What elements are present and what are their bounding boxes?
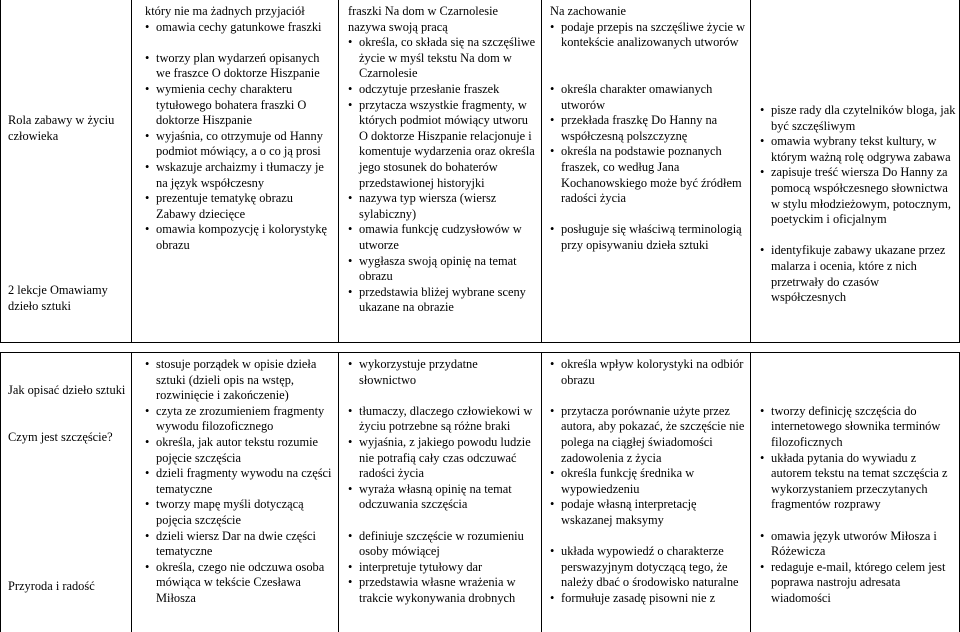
bullet-item: • stosuje porządek w opisie dzieła sztuki (dzieli opis na wstęp, rozwinięcie i zakończenie) xyxy=(145,357,333,404)
bullet-item: • tworzy definicję szczęścia do internetowego słownika terminów filozoficznych xyxy=(760,404,956,451)
bullet-item: • podaje przepis na szczęśliwe życie w kontekście analizowanych utworów xyxy=(550,20,746,51)
lesson-topic-szczescie: Czym jest szczęście? xyxy=(8,430,113,445)
bullet-item: • układa wypowiedź o charakterze perswazyjnym dotyczącą tego, że należy dbać o środowisko naturalne xyxy=(550,544,746,591)
spacer xyxy=(550,529,746,545)
column-divider-2 xyxy=(338,0,339,632)
bullet-item: • przedstawia bliżej wybrane sceny ukazane na obrazie xyxy=(348,285,536,316)
bullet-item: • przedstawia własne wrażenia w trakcie wykonywania drobnych xyxy=(348,575,536,606)
bullet-item: • omawia język utworów Miłosza i Różewicza xyxy=(760,529,956,560)
bullet-item: • przytacza porównanie użyte przez autora, aby pokazać, że szczęście nie polega na ciągłej świadomości zadowolenia z życia xyxy=(550,404,746,466)
bullet-item: • przytacza wszystkie fragmenty, w których podmiot mówiący utworu O doktorze Hiszpanie relacjonuje i komentuje wydarzenia oraz określa jego stosunek do bohaterów przedstawionej historyjki xyxy=(348,98,536,192)
bullet-item: • omawia cechy gatunkowe fraszki xyxy=(145,20,333,36)
row2-col1-cell xyxy=(145,357,333,607)
bullet-item: • omawia wybrany tekst kultury, w którym ważną rolę odgrywa zabawa xyxy=(760,134,956,165)
bullet-item: • określa, co składa się na szczęśliwe życie w myśl tekstu Na dom w Czarnolesie xyxy=(348,35,536,82)
bullet-item: • wygłasza swoją opinię na temat obrazu xyxy=(348,254,536,285)
bullet-item: • prezentuje tematykę obrazu Zabawy dziecięce xyxy=(145,191,333,222)
lesson-topic-przyroda: Przyroda i radość xyxy=(8,579,95,594)
column-divider-3 xyxy=(541,0,542,632)
bullet-item: • dzieli fragmenty wywodu na części tematyczne xyxy=(145,466,333,497)
bullet-item: • nazywa typ wiersza (wiersz sylabiczny) xyxy=(348,191,536,222)
spacer xyxy=(760,388,956,404)
bullet-item: • wyraża własną opinię na temat odczuwania szczęścia xyxy=(348,482,536,513)
row1-col3-cell xyxy=(550,4,746,254)
bullet-item: • omawia funkcję cudzysłowów w utworze xyxy=(348,222,536,253)
bullet-item: • czyta ze zrozumieniem fragmenty wywodu filozoficznego xyxy=(145,404,333,435)
bullet-item: • dzieli wiersz Dar na dwie części tematyczne xyxy=(145,529,333,560)
spacer xyxy=(550,388,746,404)
spacer xyxy=(760,228,956,244)
bullet-item: • określa funkcję średnika w wypowiedzeniu xyxy=(550,466,746,497)
bullet-item: • interpretuje tytułowy dar xyxy=(348,560,536,576)
spacer xyxy=(550,51,746,67)
bullet-item: • omawia kompozycję i kolorystykę obrazu xyxy=(145,222,333,253)
bullet-item: • wykorzystuje przydatne słownictwo xyxy=(348,357,536,388)
lesson-topic-zabawa: Rola zabawy w życiu człowieka xyxy=(8,113,115,143)
bullet-item: • określa wpływ kolorystyki na odbiór obrazu xyxy=(550,357,746,388)
bullet-item: • redaguje e-mail, którego celem jest poprawa nastroju adresata wiadomości xyxy=(760,560,956,607)
bullet-item: • formułuje zasadę pisowni nie z xyxy=(550,591,746,607)
bullet-item: • wyjaśnia, z jakiego powodu ludzie nie potrafią cały czas odczuwać radości życia xyxy=(348,435,536,482)
bullet-item: • określa, czego nie odczuwa osoba mówiąca w tekście Czesława Miłosza xyxy=(145,560,333,607)
bullet-item: • wskazuje archaizmy i tłumaczy je na język współczesny xyxy=(145,160,333,191)
row-divider-bottom xyxy=(0,352,960,353)
bullet-item: • określa na podstawie poznanych fraszek, co według Jana Kochanowskiego może być źródłem radości życia xyxy=(550,144,746,206)
spacer xyxy=(348,388,536,404)
lesson-topic-opis-dziela: Jak opisać dzieło sztuki xyxy=(8,383,126,398)
row2-col3-cell xyxy=(550,357,746,607)
row1-col2-cell xyxy=(348,4,536,316)
spacer xyxy=(550,66,746,82)
bullet-item: • przekłada fraszkę Do Hanny na współczesną polszczyznę xyxy=(550,113,746,144)
row1-col4-cell xyxy=(760,103,956,306)
bullet-item: • układa pytania do wywiadu z autorem tekstu na temat szczęścia z wykorzystaniem przeczytanych fragmentów rozprawy xyxy=(760,451,956,513)
row2-col2-cell xyxy=(348,357,536,607)
row1-col1-cell xyxy=(145,4,333,254)
table-border-left xyxy=(0,0,1,632)
spacer xyxy=(145,35,333,51)
bullet-item: • tworzy plan wydarzeń opisanych we fraszce O doktorze Hiszpanie xyxy=(145,51,333,82)
bullet-item: • tłumaczy, dlaczego człowiekowi w życiu potrzebne są różne braki xyxy=(348,404,536,435)
bullet-item: • posługuje się właściwą terminologią przy opisywaniu dzieła sztuki xyxy=(550,222,746,253)
bullet-item: • pisze rady dla czytelników bloga, jak być szczęśliwym xyxy=(760,103,956,134)
spacer xyxy=(550,207,746,223)
bullet-item: • odczytuje przesłanie fraszek xyxy=(348,82,536,98)
bullet-item: • podaje własną interpretację wskazanej maksymy xyxy=(550,497,746,528)
column-divider-4 xyxy=(750,0,751,632)
row-separator-gap xyxy=(0,343,960,352)
column-divider-1 xyxy=(131,0,132,632)
bullet-item: • definiuje szczęście w rozumieniu osoby mówiącej xyxy=(348,529,536,560)
spacer xyxy=(760,513,956,529)
continuation-text: Na zachowanie xyxy=(550,4,627,18)
lesson-topic-dzielo-sztuki: 2 lekcje Omawiamy dzieło sztuki xyxy=(8,283,108,313)
spacer xyxy=(348,513,536,529)
continuation-text: który nie ma żadnych przyjaciół xyxy=(145,4,305,18)
spacer xyxy=(760,357,956,373)
bullet-item: • tworzy mapę myśli dotyczącą pojęcia szczęście xyxy=(145,497,333,528)
bullet-item: • identyfikuje zabawy ukazane przez malarza i ocenia, które z nich przetrwały do czasów współczesnych xyxy=(760,243,956,305)
bullet-item: • zapisuje treść wiersza Do Hanny za pomocą współczesnego słownictwa w stylu młodzieżowym, potocznym, poetyckim i oficjalnym xyxy=(760,165,956,227)
spacer xyxy=(760,373,956,389)
bullet-item: • określa charakter omawianych utworów xyxy=(550,82,746,113)
bullet-item: • wyjaśnia, co otrzymuje od Hanny podmiot mówiący, a o co ją prosi xyxy=(145,129,333,160)
bullet-item: • wymienia cechy charakteru tytułowego bohatera fraszki O doktorze Hiszpanie xyxy=(145,82,333,129)
bullet-item: • określa, jak autor tekstu rozumie pojęcie szczęścia xyxy=(145,435,333,466)
row2-col4-cell xyxy=(760,357,956,607)
continuation-text: fraszki Na dom w Czarnolesie nazywa swoją pracą xyxy=(348,4,499,34)
